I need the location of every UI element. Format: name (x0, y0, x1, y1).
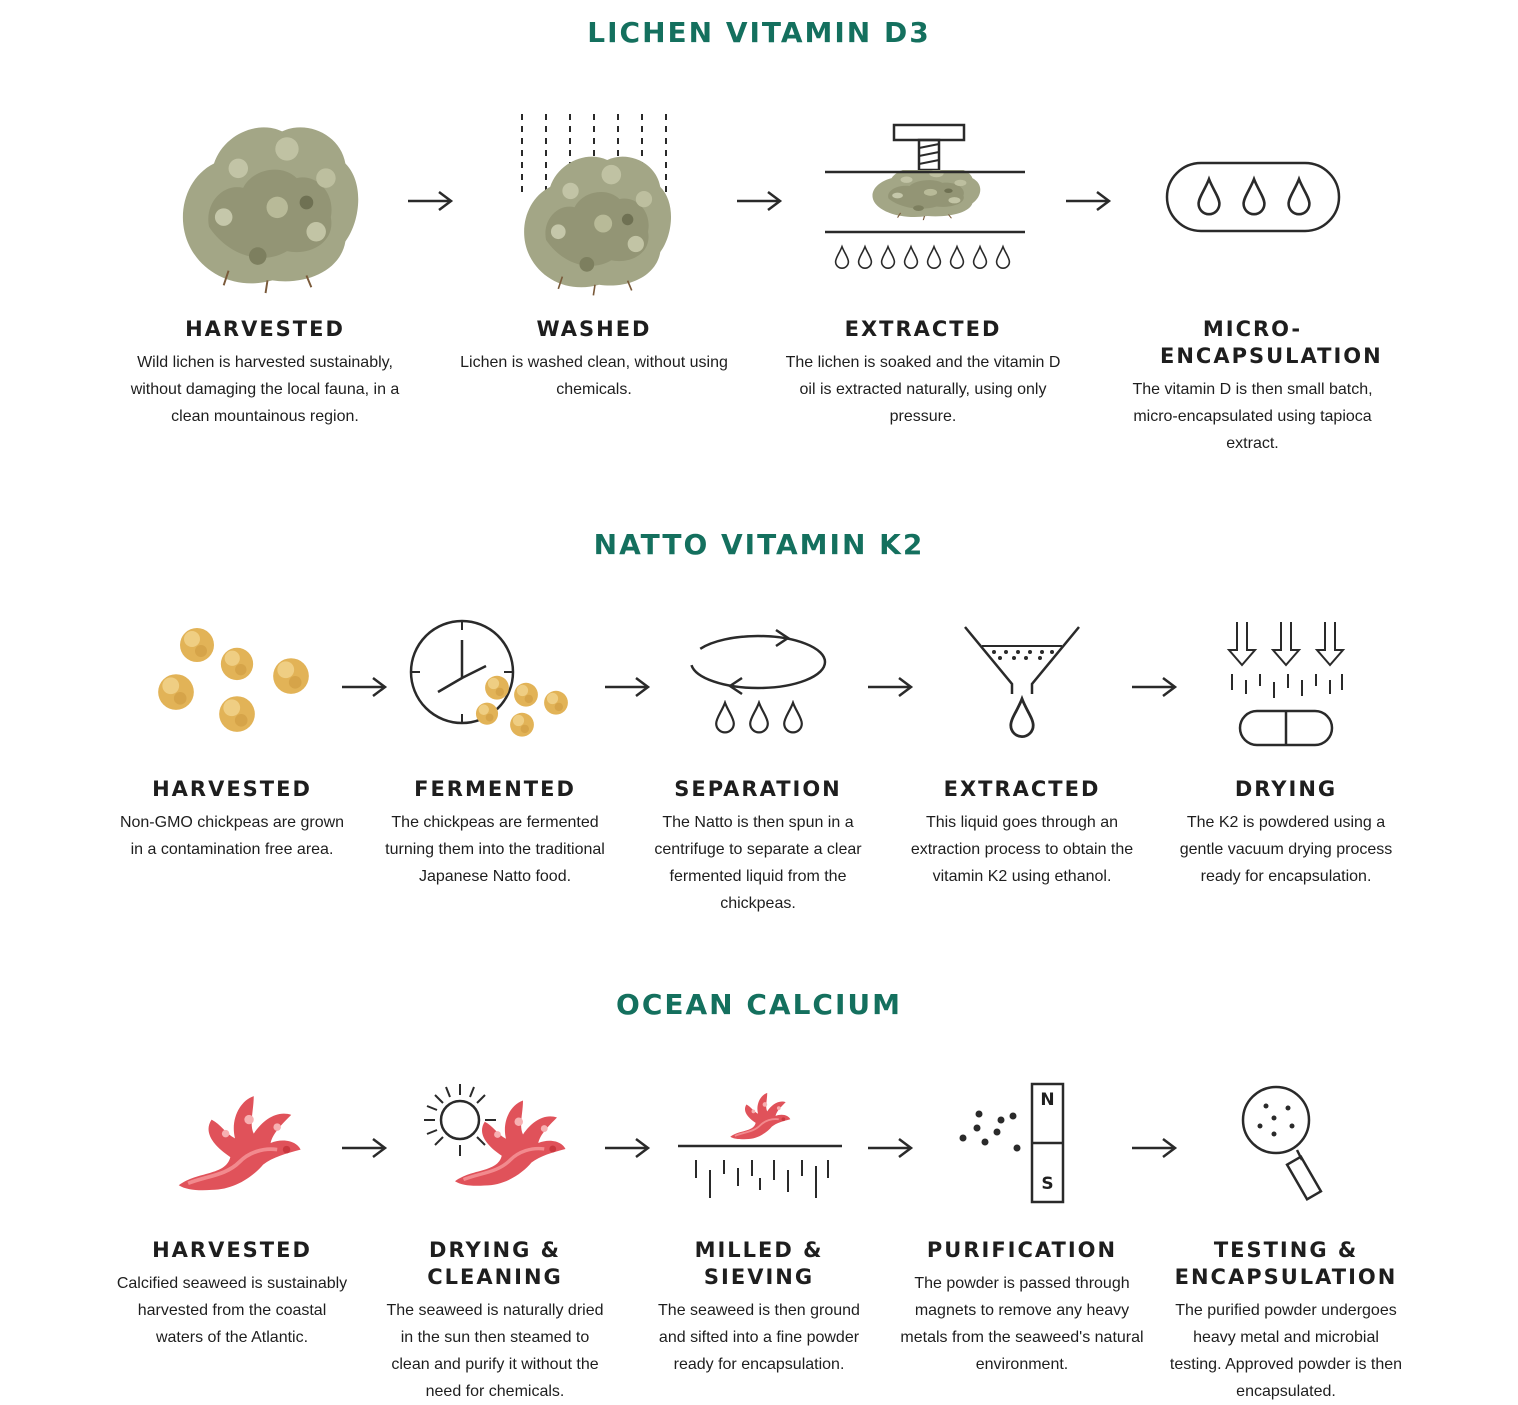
step-title: MICRO-ENCAPSULATION (1160, 317, 1383, 368)
step-text: This liquid goes through an extraction process to obtain the vitamin K2 using ethanol. (910, 814, 1134, 885)
arrow-right-icon (603, 676, 651, 698)
rain-lines-icon (510, 112, 680, 297)
step-drying-cleaning (380, 1237, 610, 1405)
step-title: HARVESTED (185, 317, 345, 341)
step-text: The powder is passed through magnets to remove any heavy metals from the seaweed's natural environment. (900, 1275, 1144, 1373)
arrow-right-icon (406, 190, 454, 212)
step-harvested (112, 776, 352, 863)
step-title: MILLED & SIEVING (694, 1238, 824, 1289)
step-text: The chickpeas are fermented turning them into the traditional Japanese Natto food. (385, 814, 605, 885)
arrow-right-icon (866, 676, 914, 698)
step-text: The Natto is then spun in a centrifuge to separate a clear fermented liquid from the chickpeas. (654, 814, 862, 912)
step-harvested (112, 1237, 352, 1351)
step-title: FERMENTED (414, 777, 576, 801)
arrow-right-icon (340, 676, 388, 698)
centrifuge-icon (688, 626, 830, 738)
step-extracted (906, 776, 1138, 890)
vacuum-dryer-icon (1226, 620, 1348, 750)
step-text: The seaweed is naturally dried in the sun then steamed to clean and purify it without the need for chemicals. (386, 1302, 604, 1400)
step-milled-sieving (643, 1237, 875, 1378)
step-washed (447, 316, 741, 403)
sieve-icon (676, 1086, 844, 1204)
step-extracted (776, 316, 1070, 430)
step-title: DRYING (1234, 777, 1338, 801)
sun-icon (418, 1080, 576, 1206)
step-title: EXTRACTED (943, 777, 1101, 801)
seaweed-image (160, 1082, 310, 1204)
magnet-south-label: S (1041, 1174, 1054, 1194)
chickpeas-image (152, 622, 317, 737)
magnet-icon (955, 1082, 1067, 1204)
step-fermented (380, 776, 610, 890)
step-separation (643, 776, 873, 917)
step-harvested (118, 316, 412, 430)
step-micro-encapsulation (1120, 316, 1385, 457)
step-text: Wild lichen is harvested sustainably, without damaging the local fauna, in a clean mountainous region. (130, 354, 400, 425)
step-text: Calcified seaweed is sustainably harvested from the coastal waters of the Atlantic. (116, 1275, 348, 1346)
arrow-right-icon (340, 1137, 388, 1159)
section-title-ocean-calcium: OCEAN CALCIUM (616, 988, 902, 1021)
press-icon (822, 122, 1028, 277)
step-text: The seaweed is then ground and sifted into a fine powder ready for encapsulation. (658, 1302, 860, 1373)
step-title: EXTRACTED (844, 317, 1002, 341)
step-title: SEPARATION (674, 777, 842, 801)
step-text: Non-GMO chickpeas are grown in a contamination free area. (119, 814, 345, 858)
step-title: DRYING & CLEANING (427, 1238, 563, 1289)
lichen-image (170, 110, 365, 295)
step-title: HARVESTED (152, 777, 312, 801)
capsule-drops-icon (1165, 160, 1343, 236)
arrow-right-icon (603, 1137, 651, 1159)
section-title-natto: NATTO VITAMIN K2 (593, 528, 925, 561)
step-testing-encapsulation (1168, 1237, 1404, 1405)
step-text: The purified powder undergoes heavy metal and microbial testing. Approved powder is then encapsulated. (1169, 1302, 1403, 1400)
arrow-right-icon (866, 1137, 914, 1159)
arrow-right-icon (1130, 676, 1178, 698)
section-title-lichen: LICHEN VITAMIN D3 (587, 16, 931, 49)
magnifier-icon (1240, 1084, 1336, 1204)
clock-icon (408, 618, 573, 743)
step-drying (1168, 776, 1404, 890)
arrow-right-icon (735, 190, 783, 212)
step-title: TESTING & ENCAPSULATION (1174, 1238, 1398, 1289)
step-text: The vitamin D is then small batch, micro-encapsulated using tapioca extract. (1132, 381, 1373, 452)
step-title: HARVESTED (152, 1238, 312, 1262)
step-text: The lichen is soaked and the vitamin D oil is extracted naturally, using only pressure. (785, 354, 1061, 425)
step-text: Lichen is washed clean, without using chemicals. (460, 354, 728, 398)
funnel-icon (962, 624, 1082, 744)
step-title: WASHED (536, 317, 652, 341)
step-purification (900, 1237, 1144, 1378)
arrow-right-icon (1064, 190, 1112, 212)
step-text: The K2 is powdered using a gentle vacuum drying process ready for encapsulation. (1179, 814, 1393, 885)
arrow-right-icon (1130, 1137, 1178, 1159)
magnet-north-label: N (1040, 1090, 1055, 1110)
step-title: PURIFICATION (926, 1238, 1118, 1262)
